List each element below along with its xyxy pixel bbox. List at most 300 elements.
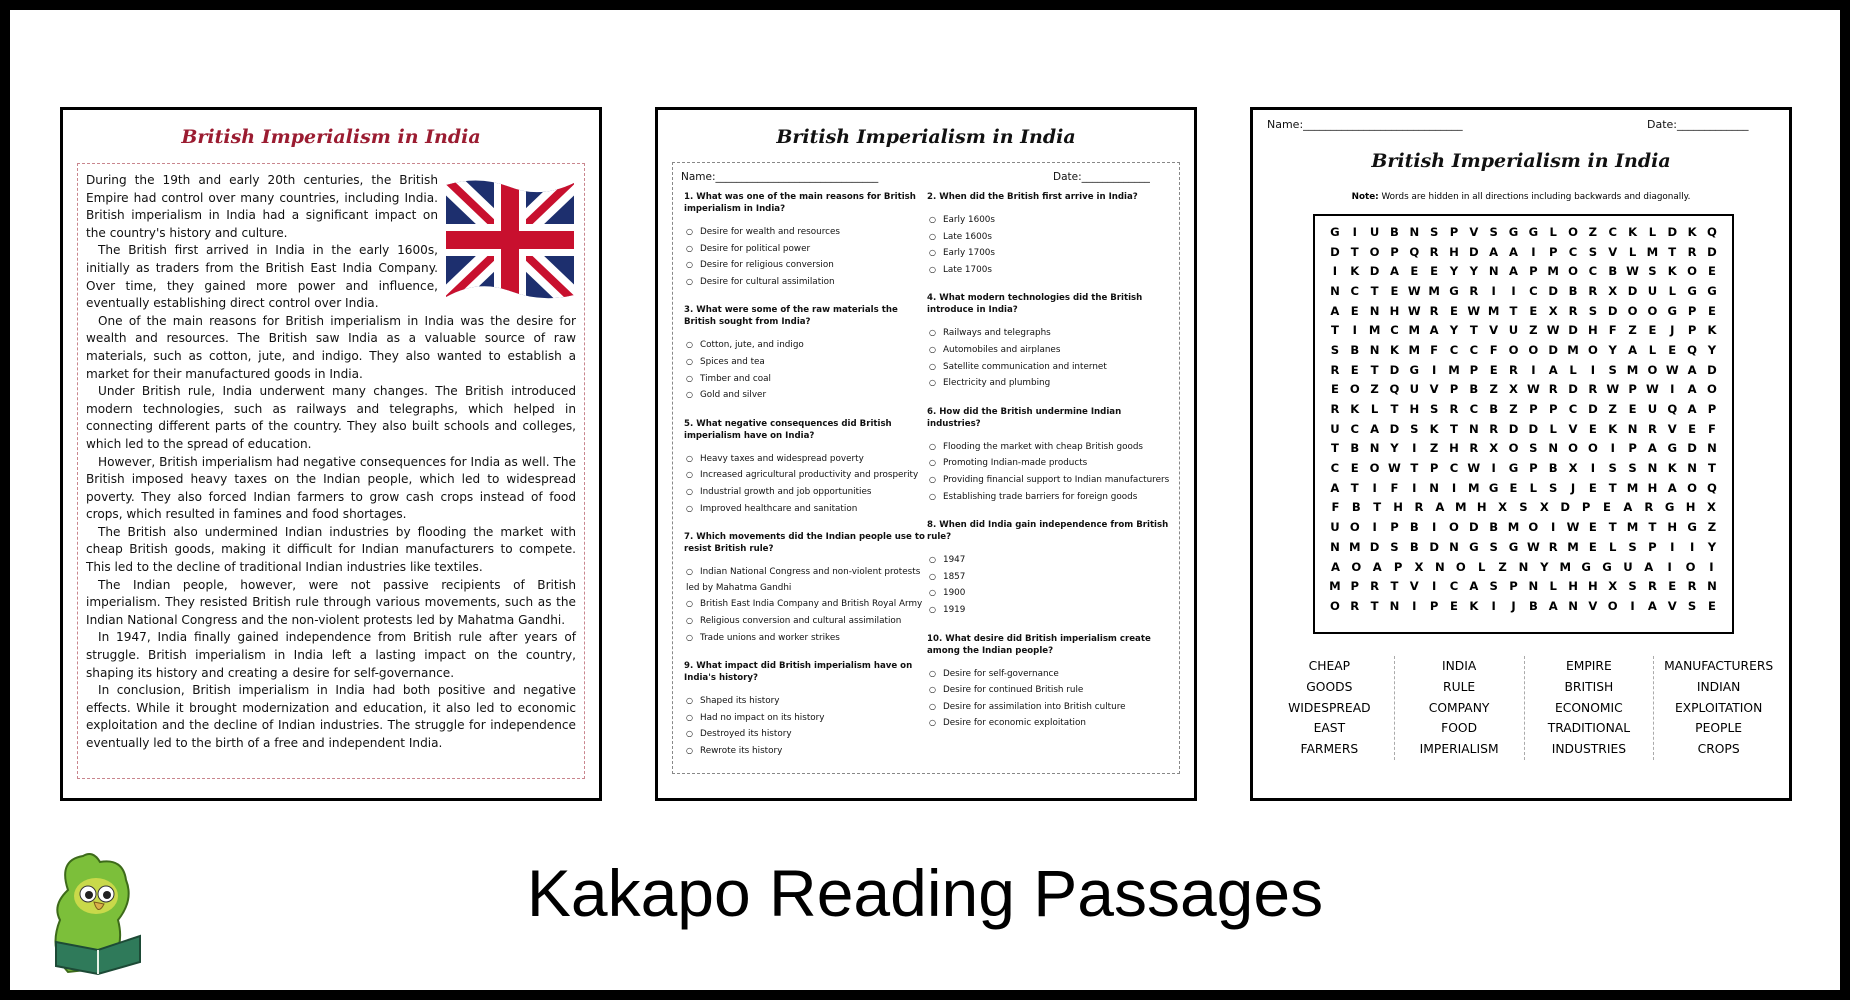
grid-letter[interactable]: Y [1390, 441, 1399, 456]
grid-letter[interactable]: S [1519, 500, 1528, 515]
grid-letter[interactable]: D [1528, 421, 1539, 436]
grid-letter[interactable]: G [1409, 362, 1420, 377]
grid-letter[interactable]: I [1531, 244, 1536, 259]
grid-letter[interactable]: R [1687, 579, 1697, 594]
answer-option[interactable]: ○ Desire for continued British rule [929, 682, 1170, 699]
grid-letter[interactable]: E [1350, 362, 1359, 377]
grid-letter[interactable]: G [1707, 283, 1717, 298]
answer-option[interactable]: ○ Desire for assimilation into British culture [929, 699, 1170, 716]
grid-letter[interactable]: A [1647, 598, 1657, 613]
grid-letter[interactable]: N [1488, 264, 1499, 279]
grid-letter[interactable]: N [1369, 441, 1380, 456]
grid-letter[interactable]: M [1487, 303, 1500, 318]
grid-letter[interactable]: P [1449, 382, 1459, 397]
grid-letter[interactable]: Q [1667, 402, 1678, 417]
grid-letter[interactable]: T [1509, 303, 1518, 318]
grid-letter[interactable]: P [1648, 539, 1657, 554]
grid-letter[interactable]: Q [1707, 480, 1717, 495]
grid-letter[interactable]: I [1667, 559, 1672, 574]
grid-letter[interactable]: U [1330, 421, 1340, 436]
grid-letter[interactable]: K [1628, 224, 1638, 239]
grid-letter[interactable]: I [1670, 539, 1675, 554]
grid-letter[interactable]: X [1706, 500, 1716, 515]
grid-letter[interactable]: M [1547, 264, 1559, 279]
grid-letter[interactable]: N [1518, 559, 1529, 574]
grid-letter[interactable]: A [1548, 362, 1558, 377]
grid-letter[interactable]: N [1707, 579, 1717, 594]
grid-letter[interactable]: L [1549, 224, 1557, 239]
grid-letter[interactable]: A [1509, 244, 1518, 259]
grid-letter[interactable]: O [1687, 480, 1698, 495]
grid-letter[interactable]: L [1549, 421, 1557, 436]
grid-letter[interactable]: K [1667, 461, 1677, 476]
grid-letter[interactable]: N [1687, 461, 1697, 476]
grid-letter[interactable]: G [1664, 500, 1675, 515]
grid-letter[interactable]: P [1687, 303, 1697, 318]
grid-letter[interactable]: H [1476, 500, 1487, 515]
grid-letter[interactable]: B [1409, 520, 1419, 535]
grid-letter[interactable]: R [1568, 303, 1578, 318]
grid-letter[interactable]: U [1508, 323, 1519, 338]
grid-letter[interactable]: W [1526, 539, 1540, 554]
grid-letter[interactable]: C [1449, 342, 1459, 357]
answer-option[interactable]: ○ Improved healthcare and sanitation [686, 501, 927, 518]
grid-letter[interactable]: P [1449, 224, 1459, 239]
grid-letter[interactable]: G [1687, 283, 1697, 298]
grid-letter[interactable]: X [1539, 500, 1549, 515]
grid-letter[interactable]: N [1369, 303, 1380, 318]
grid-letter[interactable]: D [1568, 323, 1578, 338]
grid-letter[interactable]: C [1390, 323, 1399, 338]
grid-letter[interactable]: A [1330, 303, 1340, 318]
grid-letter[interactable]: D [1560, 500, 1571, 515]
answer-option[interactable]: ○ 1900 [929, 585, 1170, 602]
grid-letter[interactable]: G [1581, 559, 1591, 574]
grid-letter[interactable]: S [1489, 539, 1498, 554]
answer-option[interactable]: ○ Trade unions and worker strikes [686, 630, 927, 647]
grid-letter[interactable]: R [1489, 421, 1499, 436]
grid-letter[interactable]: N [1429, 480, 1439, 495]
grid-letter[interactable]: E [1450, 598, 1458, 613]
grid-letter[interactable]: E [1688, 421, 1697, 436]
grid-letter[interactable]: O [1369, 244, 1380, 259]
grid-letter[interactable]: V [1667, 421, 1677, 436]
grid-letter[interactable]: A [1330, 559, 1340, 574]
grid-letter[interactable]: D [1369, 539, 1380, 554]
grid-letter[interactable]: X [1489, 441, 1499, 456]
grid-letter[interactable]: W [1407, 303, 1421, 318]
grid-letter[interactable]: R [1469, 441, 1479, 456]
answer-option[interactable]: ○ Gold and silver [686, 387, 927, 404]
grid-letter[interactable]: V [1667, 598, 1677, 613]
grid-letter[interactable]: S [1588, 244, 1598, 259]
grid-letter[interactable]: D [1548, 283, 1559, 298]
grid-letter[interactable]: P [1390, 244, 1399, 259]
grid-letter[interactable]: H [1588, 579, 1598, 594]
grid-letter[interactable]: V [1588, 598, 1598, 613]
grid-letter[interactable]: M [1507, 520, 1520, 535]
grid-letter[interactable]: W [1467, 303, 1481, 318]
grid-letter[interactable]: I [1352, 323, 1357, 338]
grid-letter[interactable]: S [1429, 402, 1439, 417]
answer-option[interactable]: ○ Providing financial support to Indian manufacturers [929, 472, 1170, 489]
grid-letter[interactable]: C [1350, 283, 1360, 298]
grid-letter[interactable]: X [1608, 579, 1618, 594]
grid-letter[interactable]: D [1330, 244, 1340, 259]
answer-option[interactable]: ○ Indian National Congress and non-violent protests led by Mahatma Gandhi [686, 564, 927, 596]
grid-letter[interactable]: Y [1608, 342, 1617, 357]
grid-letter[interactable]: I [1709, 559, 1714, 574]
grid-letter[interactable]: K [1429, 421, 1439, 436]
grid-letter[interactable]: I [1352, 224, 1357, 239]
grid-letter[interactable]: A [1429, 323, 1439, 338]
grid-letter[interactable]: P [1350, 579, 1360, 594]
grid-letter[interactable]: C [1529, 283, 1538, 298]
grid-letter[interactable]: P [1529, 402, 1538, 417]
grid-letter[interactable]: O [1369, 461, 1380, 476]
grid-letter[interactable]: M [1626, 480, 1639, 495]
grid-letter[interactable]: T [1390, 579, 1399, 594]
answer-option[interactable]: ○ Cotton, jute, and indigo [686, 337, 927, 354]
grid-letter[interactable]: M [1626, 520, 1639, 535]
grid-letter[interactable]: L [1648, 342, 1657, 357]
grid-letter[interactable]: M [1567, 539, 1579, 554]
grid-letter[interactable]: K [1608, 421, 1618, 436]
grid-letter[interactable]: O [1455, 559, 1466, 574]
grid-letter[interactable]: R [1687, 244, 1697, 259]
grid-letter[interactable]: E [1668, 579, 1677, 594]
answer-option[interactable]: ○ Establishing trade barriers for foreign goods [929, 489, 1170, 506]
grid-letter[interactable]: V [1489, 323, 1499, 338]
grid-letter[interactable]: S [1410, 421, 1419, 436]
grid-letter[interactable]: K [1707, 323, 1717, 338]
grid-letter[interactable]: O [1707, 382, 1717, 397]
grid-letter[interactable]: I [1531, 362, 1536, 377]
grid-letter[interactable]: B [1390, 224, 1399, 239]
grid-letter[interactable]: A [1644, 559, 1654, 574]
grid-letter[interactable]: N [1528, 579, 1539, 594]
answer-option[interactable]: ○ Increased agricultural productivity and prosperity [686, 467, 927, 484]
grid-letter[interactable]: T [1668, 244, 1677, 259]
grid-letter[interactable]: E [1489, 362, 1498, 377]
answer-option[interactable]: ○ Desire for economic exploitation [929, 715, 1170, 732]
grid-letter[interactable]: A [1469, 579, 1479, 594]
grid-letter[interactable]: R [1414, 500, 1424, 515]
grid-letter[interactable]: W [1467, 461, 1481, 476]
grid-letter[interactable]: J [1570, 480, 1576, 495]
grid-letter[interactable]: K [1350, 264, 1360, 279]
grid-letter[interactable]: L [1549, 579, 1557, 594]
grid-letter[interactable]: V [1568, 421, 1578, 436]
grid-letter[interactable]: G [1508, 539, 1519, 554]
grid-letter[interactable]: E [1707, 598, 1716, 613]
grid-letter[interactable]: E [1330, 382, 1339, 397]
grid-letter[interactable]: H [1667, 520, 1678, 535]
answer-option[interactable]: ○ Desire for religious conversion [686, 257, 927, 274]
grid-letter[interactable]: N [1435, 559, 1445, 574]
grid-letter[interactable]: B [1409, 539, 1419, 554]
grid-letter[interactable]: I [1332, 264, 1338, 279]
grid-letter[interactable]: S [1628, 539, 1637, 554]
grid-letter[interactable]: I [1431, 579, 1437, 594]
grid-letter[interactable]: Z [1489, 382, 1498, 397]
grid-letter[interactable]: R [1644, 500, 1654, 515]
grid-letter[interactable]: M [1455, 500, 1467, 515]
grid-letter[interactable]: R [1548, 382, 1558, 397]
grid-letter[interactable]: N [1409, 224, 1420, 239]
grid-letter[interactable]: P [1628, 441, 1637, 456]
grid-letter[interactable]: C [1330, 461, 1340, 476]
grid-letter[interactable]: U [1330, 520, 1340, 535]
grid-letter[interactable]: Z [1628, 323, 1637, 338]
grid-letter[interactable]: C [1469, 402, 1479, 417]
grid-letter[interactable]: H [1389, 303, 1400, 318]
grid-letter[interactable]: G [1602, 559, 1612, 574]
grid-letter[interactable]: A [1687, 362, 1697, 377]
grid-letter[interactable]: Q [1409, 244, 1420, 259]
grid-letter[interactable]: D [1389, 362, 1400, 377]
grid-letter[interactable]: S [1687, 598, 1697, 613]
answer-option[interactable]: ○ Automobiles and airplanes [929, 342, 1170, 359]
grid-letter[interactable]: E [1350, 303, 1359, 318]
grid-letter[interactable]: T [1648, 520, 1657, 535]
grid-letter[interactable]: T [1330, 323, 1339, 338]
answer-option[interactable]: ○ Timber and coal [686, 371, 927, 388]
grid-letter[interactable]: O [1568, 264, 1578, 279]
grid-letter[interactable]: E [1707, 264, 1716, 279]
grid-letter[interactable]: W [1665, 362, 1679, 377]
grid-letter[interactable]: G [1469, 539, 1479, 554]
answer-option[interactable]: ○ Desire for cultural assimilation [686, 274, 927, 291]
grid-letter[interactable]: P [1628, 382, 1637, 397]
grid-letter[interactable]: P [1581, 500, 1591, 515]
answer-option[interactable]: ○ Spices and tea [686, 354, 927, 371]
grid-letter[interactable]: S [1529, 441, 1538, 456]
grid-letter[interactable]: E [1410, 264, 1419, 279]
grid-letter[interactable]: M [1408, 342, 1421, 357]
grid-letter[interactable]: S [1330, 342, 1340, 357]
grid-letter[interactable]: F [1390, 480, 1399, 495]
grid-letter[interactable]: J [1670, 323, 1675, 338]
grid-letter[interactable]: R [1449, 402, 1459, 417]
grid-letter[interactable]: I [1412, 441, 1417, 456]
grid-letter[interactable]: Q [1389, 382, 1400, 397]
grid-letter[interactable]: P [1429, 598, 1439, 613]
grid-letter[interactable]: E [1588, 539, 1597, 554]
grid-letter[interactable]: A [1687, 382, 1697, 397]
grid-letter[interactable]: W [1626, 264, 1639, 279]
grid-letter[interactable]: B [1489, 402, 1499, 417]
grid-letter[interactable]: M [1626, 362, 1639, 377]
grid-letter[interactable]: T [1608, 520, 1617, 535]
grid-letter[interactable]: I [1491, 461, 1496, 476]
grid-letter[interactable]: B [1568, 283, 1578, 298]
grid-letter[interactable]: X [1548, 303, 1558, 318]
grid-letter[interactable]: I [1491, 598, 1496, 613]
grid-letter[interactable]: R [1647, 579, 1657, 594]
grid-letter[interactable]: A [1667, 480, 1677, 495]
grid-letter[interactable]: T [1469, 323, 1478, 338]
grid-letter[interactable]: J [1511, 598, 1516, 613]
grid-letter[interactable]: W [1526, 382, 1540, 397]
grid-letter[interactable]: S [1489, 224, 1498, 239]
grid-letter[interactable]: B [1528, 598, 1538, 613]
grid-letter[interactable]: I [1590, 461, 1596, 476]
grid-letter[interactable]: F [1430, 342, 1439, 357]
grid-letter[interactable]: T [1450, 421, 1458, 436]
grid-letter[interactable]: O [1587, 441, 1598, 456]
grid-letter[interactable]: R [1429, 303, 1439, 318]
grid-letter[interactable]: O [1568, 441, 1578, 456]
grid-letter[interactable]: N [1449, 539, 1459, 554]
grid-letter[interactable]: M [1448, 362, 1460, 377]
grid-letter[interactable]: C [1350, 421, 1360, 436]
grid-letter[interactable]: P [1548, 244, 1558, 259]
grid-letter[interactable]: Q [1707, 224, 1717, 239]
grid-letter[interactable]: A [1435, 500, 1445, 515]
grid-letter[interactable]: M [1428, 283, 1440, 298]
answer-option[interactable]: ○ Early 1600s [929, 212, 1170, 229]
grid-letter[interactable]: L [1569, 362, 1577, 377]
grid-letter[interactable]: G [1449, 283, 1459, 298]
answer-option[interactable]: ○ Flooding the market with cheap British goods [929, 439, 1170, 456]
answer-option[interactable]: ○ British East India Company and British Royal Army [686, 596, 927, 613]
grid-letter[interactable]: V [1409, 579, 1419, 594]
grid-letter[interactable]: R [1330, 362, 1340, 377]
grid-letter[interactable]: X [1414, 559, 1424, 574]
grid-letter[interactable]: C [1469, 342, 1479, 357]
grid-letter[interactable]: N [1389, 598, 1400, 613]
grid-letter[interactable]: F [1608, 323, 1617, 338]
grid-letter[interactable]: U [1623, 559, 1633, 574]
grid-letter[interactable]: D [1667, 224, 1678, 239]
grid-letter[interactable]: O [1647, 303, 1658, 318]
grid-letter[interactable]: I [1551, 520, 1556, 535]
grid-letter[interactable]: S [1549, 480, 1558, 495]
grid-letter[interactable]: H [1588, 323, 1598, 338]
grid-letter[interactable]: O [1449, 520, 1459, 535]
grid-letter[interactable]: G [1667, 303, 1678, 318]
grid-letter[interactable]: C [1449, 579, 1459, 594]
grid-letter[interactable]: P [1429, 461, 1439, 476]
grid-letter[interactable]: I [1491, 283, 1496, 298]
grid-letter[interactable]: N [1330, 283, 1340, 298]
grid-letter[interactable]: B [1608, 264, 1618, 279]
grid-letter[interactable]: P [1390, 520, 1399, 535]
grid-letter[interactable]: P [1529, 264, 1538, 279]
grid-letter[interactable]: Y [1449, 323, 1459, 338]
grid-letter[interactable]: F [1707, 421, 1716, 436]
grid-letter[interactable]: G [1508, 461, 1519, 476]
grid-letter[interactable]: Z [1429, 441, 1439, 456]
grid-letter[interactable]: G [1667, 441, 1678, 456]
grid-letter[interactable]: I [1590, 362, 1596, 377]
answer-option[interactable]: ○ 1947 [929, 552, 1170, 569]
grid-letter[interactable]: H [1393, 500, 1403, 515]
grid-letter[interactable]: Y [1540, 559, 1549, 574]
grid-letter[interactable]: R [1588, 283, 1598, 298]
grid-letter[interactable]: G [1528, 224, 1539, 239]
grid-letter[interactable]: T [1373, 500, 1382, 515]
grid-letter[interactable]: S [1608, 362, 1617, 377]
grid-letter[interactable]: P [1393, 559, 1403, 574]
grid-letter[interactable]: N [1369, 342, 1380, 357]
grid-letter[interactable]: A [1389, 264, 1399, 279]
grid-letter[interactable]: D [1707, 362, 1717, 377]
grid-letter[interactable]: K [1389, 342, 1399, 357]
grid-letter[interactable]: D [1369, 264, 1380, 279]
grid-letter[interactable]: N [1627, 421, 1638, 436]
grid-letter[interactable]: H [1449, 441, 1459, 456]
grid-letter[interactable]: S [1429, 224, 1439, 239]
answer-option[interactable]: ○ Shaped its history [686, 693, 927, 710]
grid-letter[interactable]: W [1646, 382, 1659, 397]
grid-letter[interactable]: B [1489, 520, 1499, 535]
grid-letter[interactable]: Z [1509, 402, 1518, 417]
grid-letter[interactable]: M [1567, 342, 1579, 357]
grid-letter[interactable]: I [1451, 480, 1457, 495]
grid-letter[interactable]: I [1670, 382, 1675, 397]
grid-letter[interactable]: O [1568, 224, 1578, 239]
answer-option[interactable]: ○ Late 1600s [929, 229, 1170, 246]
grid-letter[interactable]: M [1408, 323, 1421, 338]
grid-letter[interactable]: H [1449, 244, 1459, 259]
grid-letter[interactable]: Z [1588, 224, 1598, 239]
grid-letter[interactable]: I [1431, 520, 1437, 535]
grid-letter[interactable]: Z [1529, 323, 1538, 338]
grid-letter[interactable]: V [1429, 382, 1439, 397]
answer-option[interactable]: ○ 1857 [929, 569, 1170, 586]
grid-letter[interactable]: P [1509, 579, 1518, 594]
grid-letter[interactable]: A [1370, 421, 1380, 436]
grid-letter[interactable]: E [1529, 303, 1538, 318]
grid-letter[interactable]: B [1469, 382, 1479, 397]
grid-letter[interactable]: I [1610, 441, 1615, 456]
grid-letter[interactable]: D [1568, 382, 1578, 397]
grid-letter[interactable]: X [1608, 283, 1618, 298]
grid-letter[interactable]: E [1509, 480, 1518, 495]
grid-letter[interactable]: P [1469, 362, 1479, 377]
grid-letter[interactable]: W [1606, 382, 1620, 397]
grid-letter[interactable]: D [1389, 421, 1400, 436]
grid-letter[interactable]: R [1350, 598, 1360, 613]
grid-letter[interactable]: E [1648, 323, 1657, 338]
grid-letter[interactable]: C [1449, 461, 1459, 476]
answer-option[interactable]: ○ Desire for political power [686, 241, 927, 258]
grid-letter[interactable]: T [1370, 283, 1379, 298]
grid-letter[interactable]: H [1685, 500, 1696, 515]
grid-letter[interactable]: E [1450, 303, 1458, 318]
grid-letter[interactable]: I [1511, 283, 1516, 298]
grid-letter[interactable]: K [1350, 402, 1360, 417]
answer-option[interactable]: ○ Early 1700s [929, 245, 1170, 262]
grid-letter[interactable]: X [1568, 461, 1578, 476]
grid-letter[interactable]: O [1587, 342, 1598, 357]
grid-letter[interactable]: D [1707, 244, 1717, 259]
grid-letter[interactable]: U [1647, 402, 1658, 417]
grid-letter[interactable]: O [1508, 441, 1519, 456]
answer-option[interactable]: ○ Had no impact on its history [686, 710, 927, 727]
grid-letter[interactable]: U [1409, 382, 1419, 397]
grid-letter[interactable]: K [1687, 224, 1697, 239]
grid-letter[interactable]: G [1508, 224, 1519, 239]
grid-letter[interactable]: M [1329, 579, 1341, 594]
answer-option[interactable]: ○ Late 1700s [929, 262, 1170, 279]
grid-letter[interactable]: I [1689, 539, 1695, 554]
grid-letter[interactable]: O [1647, 362, 1658, 377]
grid-letter[interactable]: N [1568, 598, 1578, 613]
grid-letter[interactable]: E [1588, 480, 1597, 495]
